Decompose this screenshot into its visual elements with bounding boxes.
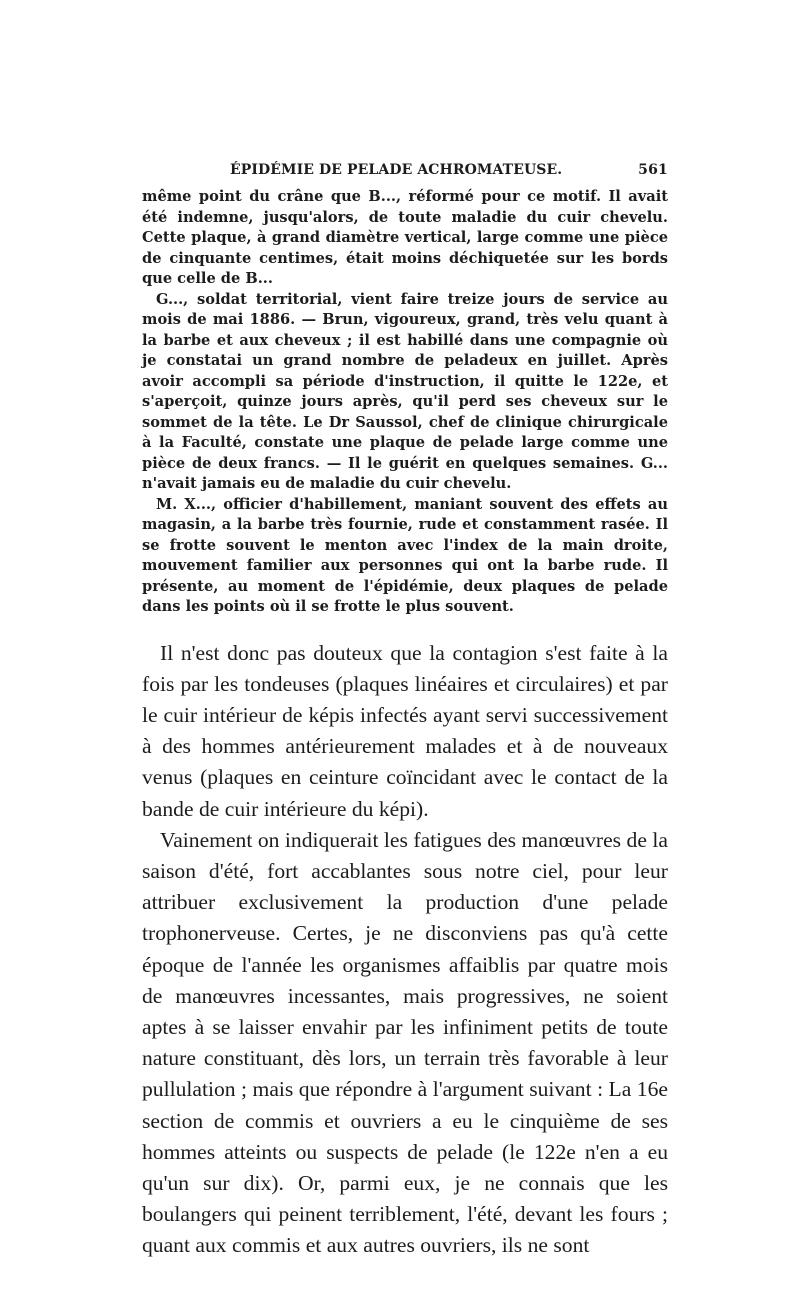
small-print-block — [142, 187, 668, 618]
page-number: 561 — [638, 162, 668, 178]
running-title: ÉPIDÉMIE DE PELADE ACHROMATEUSE. — [230, 162, 563, 178]
book-page — [142, 162, 668, 1262]
case-paragraph: même point du crâne que B..., réformé pour ce motif. Il avait été indemne, jusqu'alors, de toute maladie du cuir chevelu. Cette plaque, à grand diamètre vertical, large comme une pièce de cinquante centimes, était moins déchiquetée sur les bords que celle de B... — [142, 188, 668, 287]
body-paragraph: Vainement on indiquerait les fatigues des manœuvres de la saison d'été, fort accablantes sous notre ciel, pour leur attribuer exclusivement la production d'une pelade trophonerveuse. Certes, je ne disconviens pas qu'à cette époque de l'année les organismes affaiblis par quatre mois de manœuvres incessantes, mais progressives, ne soient aptes à se laisser envahir par les infiniment petits de toute nature constituant, dès lors, un terrain très favorable à leur pullulation ; mais que répondre à l'argument suivant : La 16e section de commis et ouvriers a eu le cinquième de ses hommes atteints ou suspects de pelade (le 122e n'en a eu qu'un sur dix). Or, parmi eux, je ne connais que les boulangers qui peinent terriblement, l'été, devant les fours ; quant aux commis et aux autres ouvriers, ils ne sont — [142, 827, 668, 1258]
case-paragraph: G..., soldat territorial, vient faire treize jours de service au mois de mai 1886. — Brun, vigoureux, grand, très velu quant à la barbe et aux cheveux ; il est habillé dans une compagnie où je constatai un grand nombre de peladeux en juillet. Après avoir accompli sa période d'instruction, il quitte le 122e, et s'aperçoit, quinze jours après, qu'il perd ses cheveux sur le sommet de la tête. Le Dr Saussol, chef de clinique chirurgicale à la Faculté, constate une plaque de pelade large comme une pièce de deux francs. — Il le guérit en quelques semaines. G... n'avait jamais eu de maladie du cuir chevelu. — [142, 290, 668, 492]
body-paragraph: Il n'est donc pas douteux que la contagion s'est faite à la fois par les tondeuses (plaques linéaires et circulaires) et par le cuir intérieur de képis infectés ayant servi successivement à des hommes antérieurement malades et à de nouveaux venus (plaques en ceinture coïncidant avec le contact de la bande de cuir intérieure du képi). — [142, 640, 668, 821]
running-head — [230, 162, 668, 178]
case-paragraph: M. X..., officier d'habillement, maniant souvent des effets au magasin, a la barbe très fournie, rude et constamment rasée. Il se frotte souvent le menton avec l'index de la main droite, mouvement familier aux personnes qui ont la barbe rude. Il présente, au moment de l'épidémie, deux plaques de pelade dans les points où il se frotte le plus souvent. — [142, 495, 668, 615]
body-text-block — [142, 638, 668, 1262]
